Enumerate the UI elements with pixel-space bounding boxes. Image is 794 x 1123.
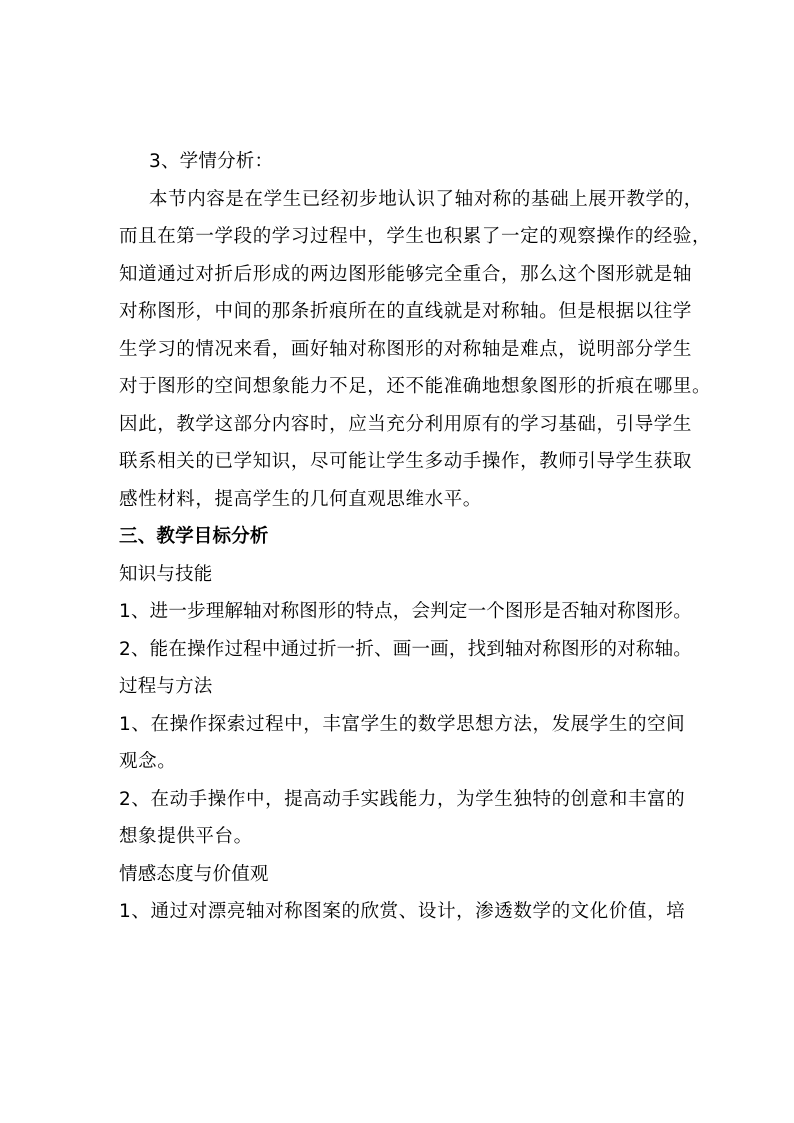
subheading-process-methods: 过程与方法	[119, 676, 213, 697]
subheading-emotion-values: 情感态度与价值观	[119, 863, 269, 885]
document-body	[119, 143, 712, 931]
paragraph-line: 生学习的情况来看，画好轴对称图形的对称轴是难点，说明部分学生	[119, 338, 693, 360]
section-heading-objectives: 三、教学目标分析	[119, 526, 269, 547]
paragraph-line: 而且在第一学段的学习过程中，学生也积累了一定的观察操作的经验，	[119, 226, 712, 247]
paragraph-line: 对于图形的空间想象能力不足，还不能准确地想象图形的折痕在哪里。	[119, 376, 712, 397]
section-heading-learning-analysis: 3、学情分析：	[149, 151, 274, 172]
paragraph-line: 联系相关的已学知识，尽可能让学生多动手操作，教师引导学生获取	[119, 451, 693, 472]
list-item: 1、进一步理解轴对称图形的特点，会判定一个图形是否轴对称图形。	[119, 601, 692, 622]
list-item-line: 想象提供平台。	[119, 826, 253, 847]
paragraph-line: 本节内容是在学生已经初步地认识了轴对称的基础上展开教学的，	[149, 188, 703, 210]
paragraph-line: 感性材料，提高学生的几何直观思维水平。	[119, 488, 482, 510]
list-item: 2、能在操作过程中通过折一折、画一画，找到轴对称图形的对称轴。	[119, 638, 692, 660]
list-item	[119, 893, 686, 931]
learning-analysis-paragraph	[119, 181, 712, 519]
list-item-line: 2、在动手操作中，提高动手实践能力，为学生独特的创意和丰富的	[119, 788, 686, 810]
paragraph-line: 对称图形，中间的那条折痕所在的直线就是对称轴。但是根据以往学	[119, 301, 693, 322]
paragraph-line: 因此，教学这部分内容时，应当充分利用原有的学习基础，引导学生	[119, 413, 693, 435]
subheading-knowledge-skills: 知识与技能	[119, 563, 213, 585]
list-item-line: 1、通过对漂亮轴对称图案的欣赏、设计，渗透数学的文化价值，培	[119, 901, 686, 922]
list-item-line: 1、在操作探索过程中，丰富学生的数学思想方法，发展学生的空间	[119, 713, 686, 735]
list-item	[119, 781, 686, 856]
list-item	[119, 706, 686, 781]
list-item-line: 观念。	[119, 751, 177, 772]
paragraph-line: 知道通过对折后形成的两边图形能够完全重合，那么这个图形就是轴	[119, 263, 693, 285]
